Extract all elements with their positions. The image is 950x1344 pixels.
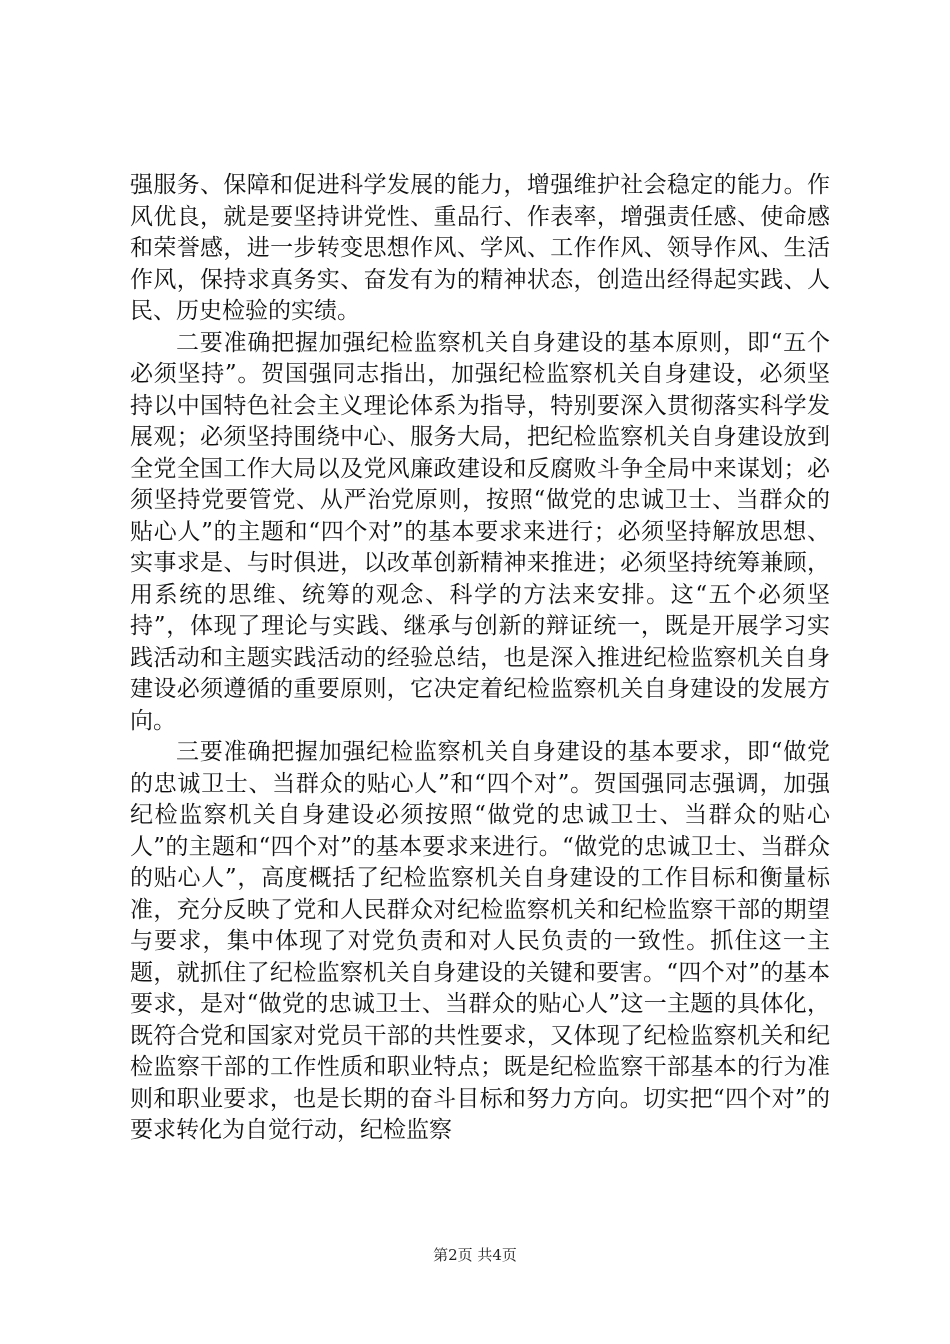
- paragraph-2: 二要准确把握加强纪检监察机关自身建设的基本原则，即“五个必须坚持”。贺国强同志指出，加强纪检监察机关自身建设，必须坚持以中国特色社会主义理论体系为指导，特别要深入贯彻落实科学发展观；必须坚持围绕中心、服务大局，把纪检监察机关自身建设放到全党全国工作大局以及党风廉政建设和反腐败斗争全局中来谋划；必须坚持党要管党、从严治党原则，按照“做党的忠诚卫士、当群众的贴心人”的主题和“四个对”的基本要求来进行；必须坚持解放思想、实事求是、与时俱进，以改革创新精神来推进；必须坚持统筹兼顾，用系统的思维、统筹的观念、科学的方法来安排。这“五个必须坚持”，体现了理论与实践、继承与创新的辩证统一，既是开展学习实践活动和主题实践活动的经验总结，也是深入推进纪检监察机关自身建设必须遵循的重要原则，它决定着纪检监察机关自身建设的发展方向。: [130, 329, 830, 734]
- paragraph-1: 强服务、保障和促进科学发展的能力，增强维护社会稳定的能力。作风优良，就是要坚持讲党性、重品行、作表率，增强责任感、使命感和荣誉感，进一步转变思想作风、学风、工作作风、领导作风、生活作风，保持求真务实、奋发有为的精神状态，创造出经得起实践、人民、历史检验的实绩。: [130, 172, 830, 324]
- page-number-footer: 第2页 共4页: [433, 1246, 517, 1264]
- document-body: [130, 170, 830, 1147]
- paragraph-3: 三要准确把握加强纪检监察机关自身建设的基本要求，即“做党的忠诚卫士、当群众的贴心人”和“四个对”。贺国强同志强调，加强纪检监察机关自身建设必须按照“做党的忠诚卫士、当群众的贴心人”的主题和“四个对”的基本要求来进行。“做党的忠诚卫士、当群众的贴心人”，高度概括了纪检监察机关自身建设的工作目标和衡量标准，充分反映了党和人民群众对纪检监察机关和纪检监察干部的期望与要求，集中体现了对党负责和对人民负责的一致性。抓住这一主题，就抓住了纪检监察机关自身建设的关键和要害。“四个对”的基本要求，是对“做党的忠诚卫士、当群众的贴心人”这一主题的具体化，既符合党和国家对党员干部的共性要求，又体现了纪检监察机关和纪检监察干部的工作性质和职业特点；既是纪检监察干部基本的行为准则和职业要求，也是长期的奋斗目标和努力方向。切实把“四个对”的要求转化为自觉行动，纪检监察: [130, 739, 830, 1143]
